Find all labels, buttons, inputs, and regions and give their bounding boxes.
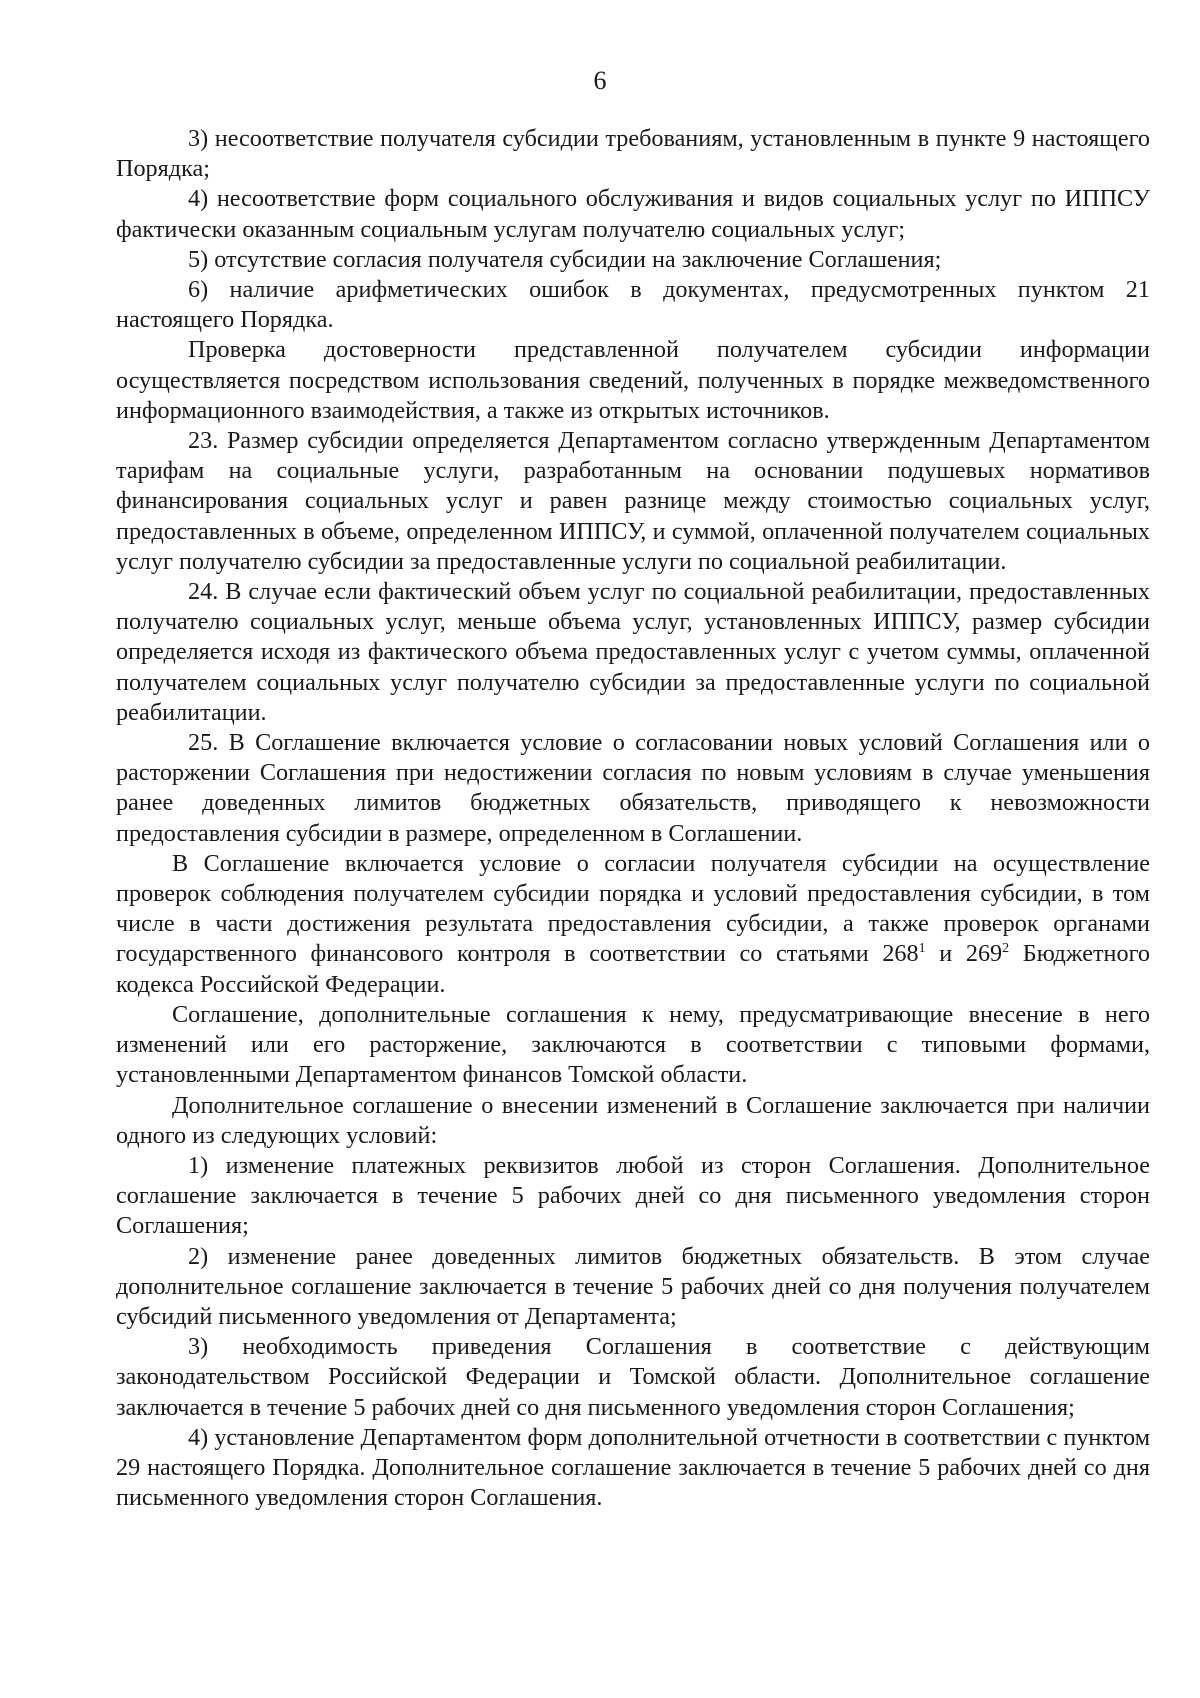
paragraph-condition-1: 1) изменение платежных реквизитов любой из сторон Соглашения. Дополнительное соглашение заключается в течение 5 рабочих дней со дня письменного уведомления сторон Соглашения; <box>116 1151 1150 1240</box>
paragraph-verification: Проверка достоверности представленной получателем субсидии информации осуществляется посредством использования сведений, полученных в порядке межведомственного информационного взаимодействия, а также из открытых источников. <box>116 336 1150 424</box>
paragraph-condition-3: 3) необходимость приведения Соглашения в соответствие с действующим законодательством Российской Федерации и Томской области. Дополнительное соглашение заключается в течение 5 рабочих дней со дня письменного уведомления сторон Соглашения; <box>116 1333 1150 1421</box>
paragraph-agreement-forms: Соглашение, дополнительные соглашения к нему, предусматривающие внесение в него изменений или его расторжение, заключаются в соответствии с типовыми формами, установленными Департаментом финансов Томской области. <box>116 1000 1150 1089</box>
paragraph-item-3: 3) несоответствие получателя субсидии требованиям, установленным в пункте 9 настоящего Порядка; <box>116 125 1150 183</box>
paragraph-control-consent <box>116 849 1150 1000</box>
paragraph-clause-24: 24. В случае если фактический объем услуг по социальной реабилитации, предоставленных получателю социальных услуг, меньше объема услуг, установленных ИППСУ, размер субсидии определяется исходя из фактического объема предоставленных услуг с учетом суммы, оплаченной получателем социальных услуг получателю субсидии за предоставленные услуги по социальной реабилитации. <box>116 578 1150 726</box>
control-text-after: Бюджетного кодекса Российской Федерации. <box>116 940 1150 998</box>
paragraph-additional-agreement: Дополнительное соглашение о внесении изменений в Соглашение заключается при наличии одного из следующих условий: <box>116 1091 1150 1149</box>
control-text-middle: и 269 <box>925 940 1003 968</box>
paragraph-condition-2: 2) изменение ранее доведенных лимитов бюджетных обязательств. В этом случае дополнительное соглашение заключается в течение 5 рабочих дней со дня получения получателем субсидий письменного уведомления от Департамента; <box>116 1242 1150 1330</box>
superscript-2: 2 <box>1002 941 1010 957</box>
paragraph-condition-4: 4) установление Департаментом форм дополнительной отчетности в соответствии с пунктом 29 настоящего Порядка. Дополнительное соглашение заключается в течение 5 рабочих дней со дня письменного уведомления сторон Соглашения. <box>116 1423 1150 1512</box>
paragraph-item-6: 6) наличие арифметических ошибок в документах, предусмотренных пунктом 21 настоящего Порядка. <box>116 276 1150 334</box>
paragraph-clause-25: 25. В Соглашение включается условие о согласовании новых условий Соглашения или о расторжении Соглашения при недостижении согласия по новым условиям в случае уменьшения ранее доведенных лимитов бюджетных обязательств, приводящего к невозможности предоставления субсидии в размере, определенном в Соглашении. <box>116 729 1150 847</box>
document-body <box>116 124 1150 1513</box>
superscript-1: 1 <box>918 941 926 957</box>
paragraph-clause-23: 23. Размер субсидии определяется Департаментом согласно утвержденным Департаментом тарифам на социальные услуги, разработанным на основании подушевых нормативов финансирования социальных услуг и равен разнице между стоимостью социальных услуг, предоставленных в объеме, определенном ИППСУ, и суммой, оплаченной получателем социальных услуг получателю субсидии за предоставленные услуги по социальной реабилитации. <box>116 427 1150 575</box>
paragraph-item-4: 4) несоответствие форм социального обслуживания и видов социальных услуг по ИППСУ фактически оказанным социальным услугам получателю социальных услуг; <box>116 185 1150 243</box>
paragraph-item-5: 5) отсутствие согласия получателя субсидии на заключение Соглашения; <box>188 245 942 273</box>
page-number: 6 <box>593 66 607 95</box>
control-text-before: В Соглашение включается условие о согласии получателя субсидии на осуществление проверок соблюдения получателем субсидии порядка и условий предоставления субсидии, в том числе в части достижения результата предоставления субсидии, а также проверок органами государственного финансового контроля в соответствии со статьями 268 <box>116 849 1150 968</box>
